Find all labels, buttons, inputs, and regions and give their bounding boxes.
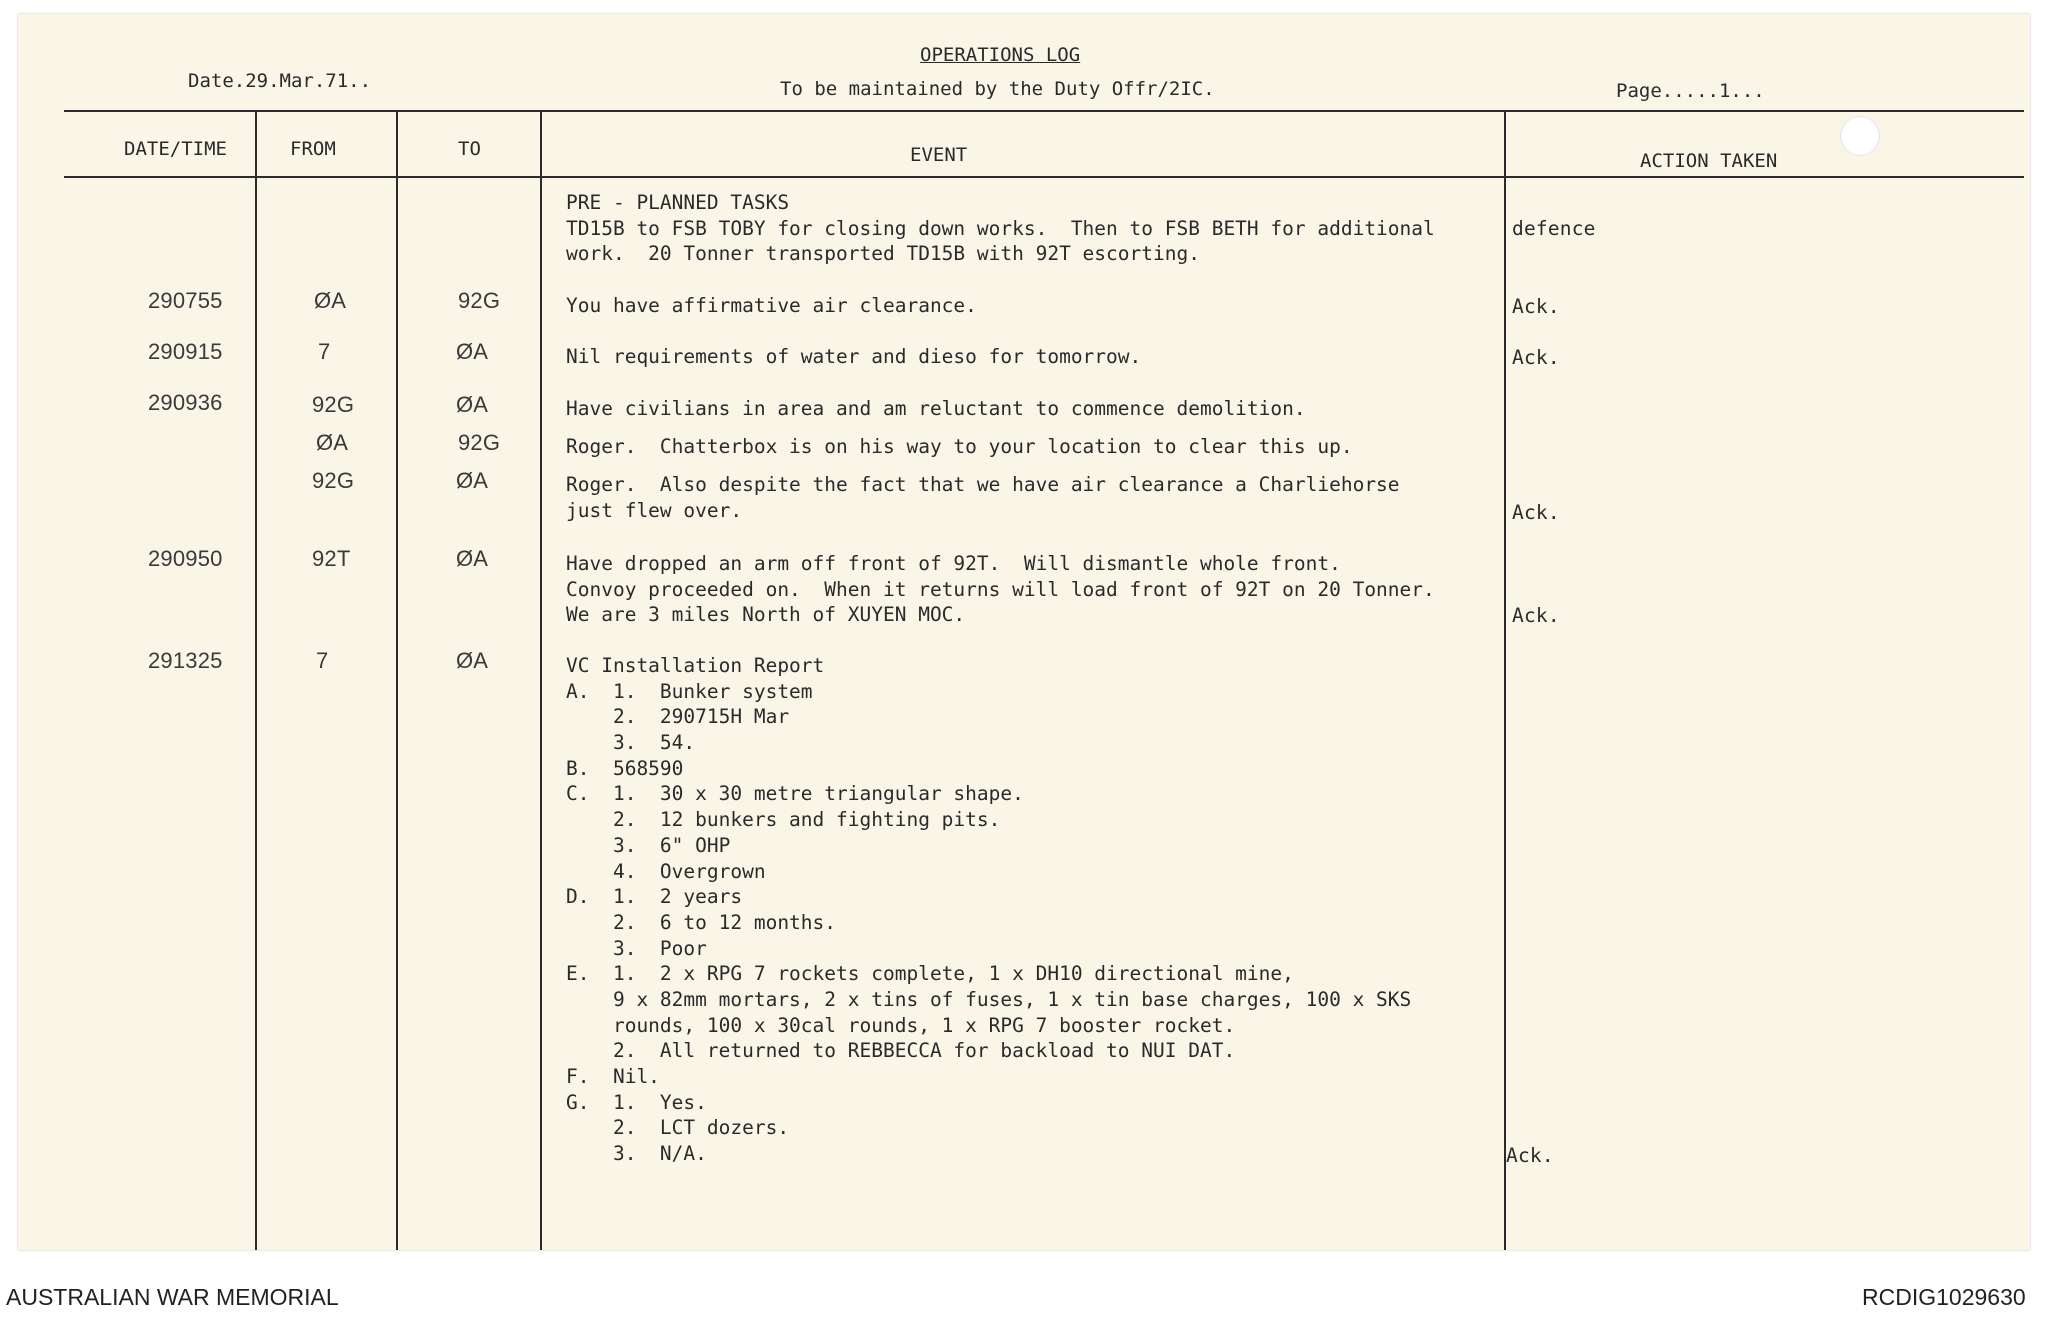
column-divider-3 [540,110,542,1250]
event-cell [566,434,1526,460]
col-header-datetime: DATE/TIME [124,138,227,160]
to-cell: 92G [458,288,501,313]
action-cell: Ack. [1512,346,1560,369]
event-line: 3. N/A. [566,1142,707,1166]
page-number: Page.....1... [1616,80,1765,102]
event-line: 3. 54. [566,731,696,755]
action-cell: Ack. [1512,501,1560,524]
datetime-cell: 290915 [148,339,223,364]
event-line: 2. 6 to 12 months. [566,910,837,934]
event-line: Convoy proceeded on. When it returns will load front of 92T on 20 Tonner. [566,577,1435,601]
from-cell: ØA [314,288,347,313]
footer-id: RCDIG1029630 [1862,1284,2026,1310]
event-line: VC Installation Report [566,654,825,677]
log-sheet [18,14,2030,1250]
event-line: G. 1. Yes. [566,1090,707,1114]
event-line: 3. Poor [566,936,707,960]
column-divider-1 [255,110,257,1250]
event-line: 2. 12 bunkers and fighting pits. [566,808,1001,832]
to-cell: ØA [456,648,489,673]
event-line: 4. Overgrown [566,859,766,883]
col-header-event: EVENT [910,144,968,166]
event-line: 2. 290715H Mar [566,705,790,729]
event-line: C. 1. 30 x 30 metre triangular shape. [566,782,1024,806]
log-subtitle: To be maintained by the Duty Offr/2IC. [780,78,1215,100]
event-cell [566,551,1526,628]
from-cell: ØA [316,430,349,455]
from-cell: 92G [312,468,355,493]
event-line: 3. 6" OHP [566,833,731,857]
event-line: You have affirmative air clearance. [566,294,977,317]
log-date: Date.29.Mar.71.. [188,70,372,92]
datetime-cell: 290936 [148,390,223,415]
to-cell: ØA [456,468,489,493]
col-header-action: ACTION TAKEN [1640,150,1778,172]
event-line: F. Nil. [566,1065,660,1088]
from-cell: 92G [312,392,355,417]
event-line: TD15B to FSB TOBY for closing down works. Then to FSB BETH for additional [566,216,1435,240]
from-cell: 7 [316,648,329,673]
pre-planned-event [566,190,1526,267]
event-line: work. 20 Tonner transported TD15B with 92T escorting. [566,242,1200,266]
event-line: B. 568590 [566,756,684,780]
vc-report-event [566,653,1526,1167]
datetime-cell: 290755 [148,288,223,313]
column-divider-2 [396,110,398,1250]
table-top-rule [64,110,2024,112]
event-line: rounds, 100 x 30cal rounds, 1 x RPG 7 booster rocket. [566,1013,1236,1037]
action-cell: Ack. [1512,604,1560,627]
event-line: E. 1. 2 x RPG 7 rockets complete, 1 x DH10 directional mine, [566,962,1294,986]
to-cell: 92G [458,430,501,455]
to-cell: ØA [456,546,489,571]
to-cell: ØA [456,392,489,417]
datetime-cell: 290950 [148,546,223,571]
event-line: A. 1. Bunker system [566,679,813,703]
datetime-cell: 291325 [148,648,223,673]
to-cell: ØA [456,339,489,364]
event-line: We are 3 miles North of XUYEN MOC. [566,603,966,627]
from-cell: 92T [312,546,351,571]
event-cell [566,293,1526,319]
event-line: 2. LCT dozers. [566,1116,790,1140]
punch-hole [1840,116,1880,156]
event-cell [566,396,1526,422]
col-header-to: TO [458,138,481,160]
action-cell: Ack. [1512,295,1560,318]
event-cell [566,472,1526,523]
action-cell: defence [1512,217,1596,240]
event-line: Roger. Chatterbox is on his way to your location to clear this up. [566,435,1353,458]
from-cell: 7 [318,339,331,364]
event-line: D. 1. 2 years [566,885,743,909]
action-cell: Ack. [1506,1144,1554,1167]
event-line: 2. All returned to REBBECCA for backload to NUI DAT. [566,1039,1236,1063]
event-line: just flew over. [566,498,743,522]
event-line: PRE - PLANNED TASKS [566,191,790,214]
event-line: Roger. Also despite the fact that we have air clearance a Charliehorse [566,473,1400,496]
log-title: OPERATIONS LOG [920,44,1081,66]
event-line: Have civilians in area and am reluctant to commence demolition. [566,397,1306,420]
event-line: Have dropped an arm off front of 92T. Will dismantle whole front. [566,552,1341,575]
header-bottom-rule [64,176,2024,178]
col-header-from: FROM [290,138,336,160]
footer-source: AUSTRALIAN WAR MEMORIAL [6,1284,339,1310]
event-line: Nil requirements of water and dieso for tomorrow. [566,345,1142,368]
event-cell [566,344,1526,370]
event-line: 9 x 82mm mortars, 2 x tins of fuses, 1 x tin base charges, 100 x SKS [566,987,1412,1011]
